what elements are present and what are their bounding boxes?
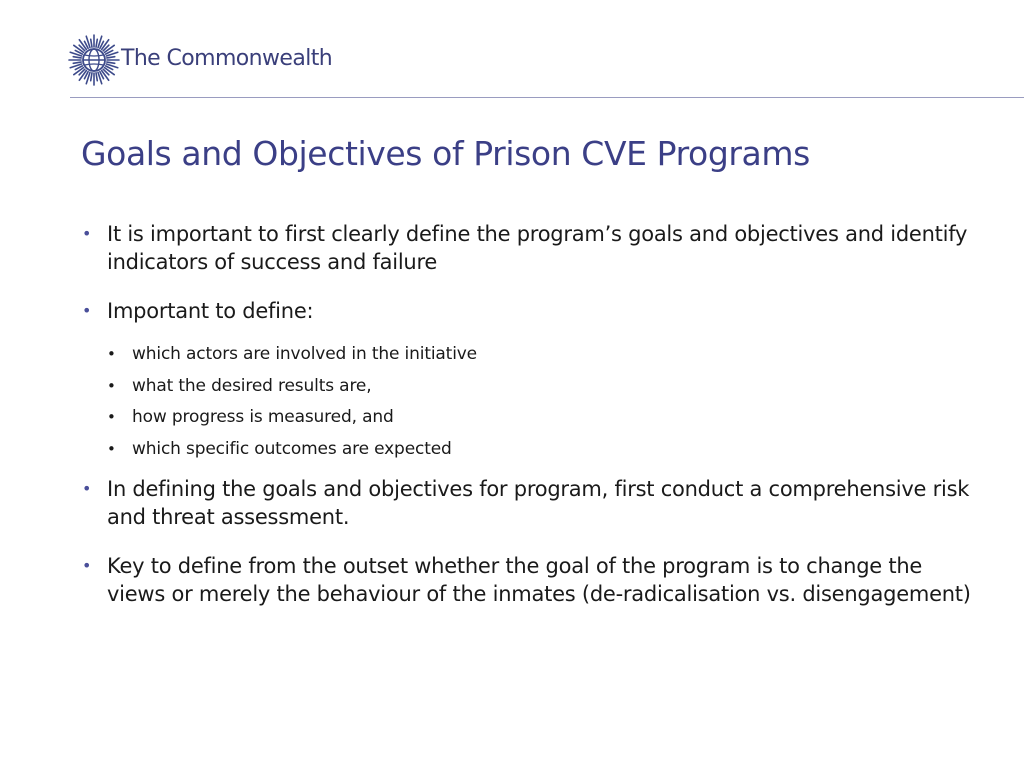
bullet-list [82,220,982,608]
bullet-icon: • [82,224,92,243]
bullet-item [82,552,982,608]
emblem-ray [73,62,81,63]
sub-bullet-item [107,402,982,434]
sub-bullet-text: which actors are involved in the initiative [132,344,477,364]
sub-bullet-icon: • [107,345,116,363]
emblem-ray [96,73,97,81]
emblem-ray [91,39,92,47]
sub-bullet-item [107,371,982,403]
bullet-text: Important to define: [107,299,314,323]
emblem-ray [107,62,115,63]
sub-bullet-text: what the desired results are, [132,375,372,396]
bullet-item [82,220,982,276]
sub-bullet-text: which specific outcomes are expected [132,438,452,459]
slide-title: Goals and Objectives of Prison CVE Programs [81,134,810,173]
bullet-text: It is important to first clearly define the program’s goals and objectives and identify indicators of success and failure [107,222,968,274]
bullet-text: In defining the goals and objectives for program, first conduct a comprehensive risk and threat assessment. [107,477,970,529]
sub-bullet-icon: • [107,408,116,426]
bullet-icon: • [82,556,92,575]
sub-bullet-item [107,339,982,371]
bullet-text: Key to define from the outset whether the goal of the program is to change the views or merely the behaviour of the inmates (de-radicalisation vs. disengagement) [107,554,971,606]
emblem-ray [107,57,115,58]
emblem-ray [73,57,81,58]
emblem-ray [91,73,92,81]
header-divider [70,97,1024,98]
bullet-icon: • [82,479,92,498]
bullet-item [82,297,982,325]
emblem-ray [96,39,97,47]
commonwealth-emblem-icon [68,34,120,86]
sub-bullet-list [82,339,982,465]
sub-bullet-icon: • [107,439,116,458]
bullet-item [82,475,982,531]
logo-text: The Commonwealth [121,46,333,71]
sub-bullet-item [107,434,982,466]
sub-bullet-icon: • [107,376,116,395]
bullet-icon: • [82,301,92,320]
sub-bullet-text: how progress is measured, and [132,407,394,427]
sub-bullet-group [82,339,982,465]
slide-header [0,0,1024,97]
